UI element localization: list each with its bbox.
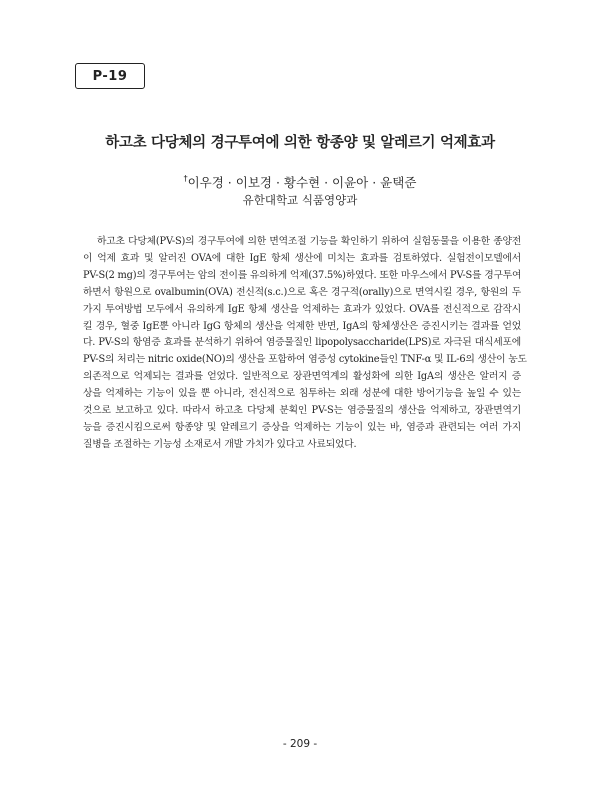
author-list <box>0 173 600 191</box>
poster-id-label: P-19 <box>92 68 128 84</box>
abstract-line: 의존적으로 억제되는 결과를 얻었다. 일반적으로 장관면역계의 활성화에 의한 IgA의 생산은 알러지 증 <box>83 371 521 383</box>
paper-title: 하고초 다당체의 경구투여에 의한 항종양 및 알레르기 억제효과 <box>105 135 495 151</box>
page-number: - 209 - <box>282 738 318 750</box>
abstract-line: PV-S의 처리는 nitric oxide(NO)의 생산을 포함하여 염증성 cytokine들인 TNF-α 및 IL-6의 생산이 농도 <box>83 354 527 366</box>
abstract-line: 능을 증진시킴으로써 항종양 및 알레르기 증상을 억제하는 기능이 있는 바, 염증과 관련되는 여러 가지 <box>83 421 521 433</box>
abstract-line: 가지 투여방법 모두에서 유의하게 IgE 항체 생산을 억제하는 효과가 있었다. OVA를 전신적으로 감작시 <box>83 303 521 315</box>
abstract-line: 킬 경우, 혈중 IgE뿐 아니라 IgG 항체의 생산을 억제한 반면, IgA의 항체생산은 증진시키는 결과를 얻었 <box>83 320 521 332</box>
abstract-line: 질병을 조절하는 기능성 소재로서 개발 가치가 있다고 사료되었다. <box>83 438 357 450</box>
abstract-line: 하면서 항원으로 ovalbumin(OVA) 전신적(s.c.)으로 혹은 경구적(orally)으로 면역시킬 경우, 항원의 두 <box>83 286 521 298</box>
affiliation: 유한대학교 식품영양과 <box>242 193 358 207</box>
abstract-line: 상을 억제하는 기능이 있을 뿐 아니라, 전신적으로 침투하는 외래 성분에 대한 방어기능을 높일 수 있는 <box>83 388 521 400</box>
abstract-line: PV-S(2 mg)의 경구투여는 암의 전이를 유의하게 억제(37.5%)하였다. 또한 마우스에서 PV-S를 경구투여 <box>83 269 522 281</box>
corresponding-author-marker: † <box>183 173 188 183</box>
abstract-line: 이 억제 효과 및 알러진 OVA에 대한 IgE 항체 생산에 미치는 효과를 검토하였다. 실험전이모델에서 <box>83 252 521 264</box>
abstract-line: 하고초 다당체(PV-S)의 경구투여에 의한 면역조절 기능을 확인하기 위하여 실험동물을 이용한 종양전 <box>97 236 521 247</box>
abstract-line: 것으로 보고하고 있다. 따라서 하고초 다당체 분획인 PV-S는 염증물질의 생산을 억제하고, 장관면역기 <box>83 405 521 417</box>
poster-id-badge <box>75 63 145 89</box>
abstract-line: 다. PV-S의 항염증 효과를 분석하기 위하여 염증물질인 lipopolysaccharide(LPS)로 자극된 대식세포에 <box>83 337 521 349</box>
abstract-body <box>83 234 527 454</box>
author-names: 이우경 · 이보경 · 황수현 · 이윤아 · 윤택준 <box>187 175 417 190</box>
